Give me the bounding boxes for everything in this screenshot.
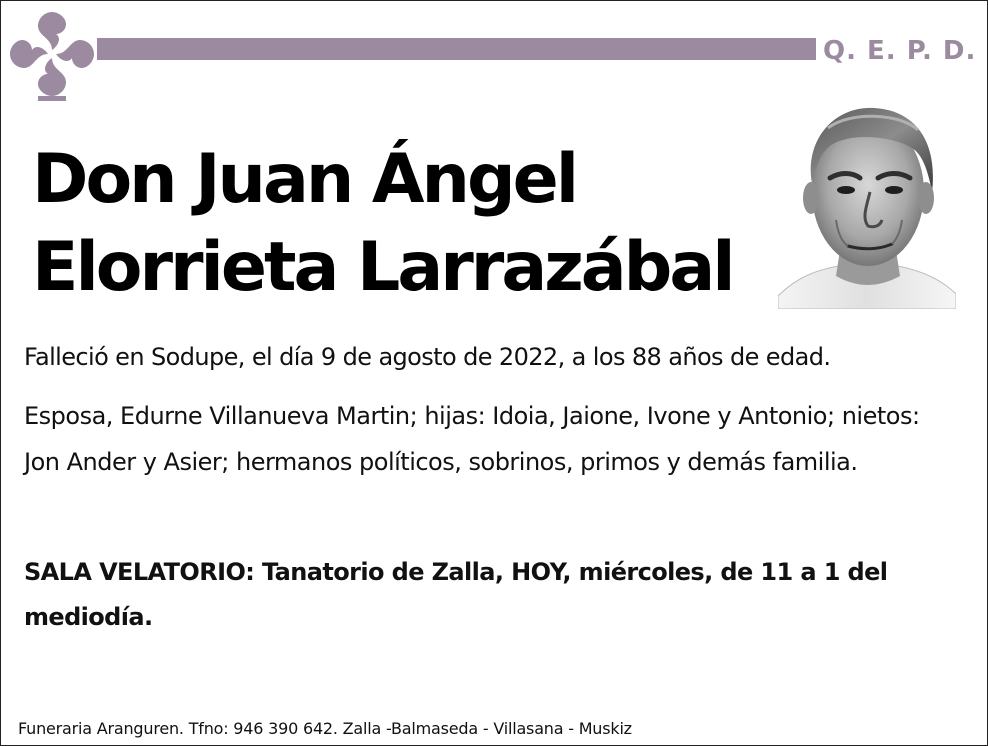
family-list: Esposa, Edurne Villanueva Martin; hijas: Idoia, Jaione, Ivone y Antonio; nietos: Jon Ander y Asier; hermanos políticos, sobrinos, primos y demás familia. xyxy=(24,402,920,476)
deceased-name xyxy=(32,136,772,312)
name-line-1: Don Juan Ángel xyxy=(32,140,577,219)
portrait-photo xyxy=(778,100,956,309)
wake-info: SALA VELATORIO: Tanatorio de Zalla, HOY, miércoles, de 11 a 1 del mediodía. xyxy=(24,558,888,631)
death-announcement: Falleció en Sodupe, el día 9 de agosto de 2022, a los 88 años de edad. xyxy=(24,343,831,371)
name-line-2: Elorrieta Larrazábal xyxy=(32,228,733,307)
qepd-label: Q. E. P. D. xyxy=(823,36,977,66)
lauburu-icon xyxy=(8,10,96,102)
header-bar xyxy=(97,38,816,60)
funeral-home-footer: Funeraria Aranguren. Tfno: 946 390 642. Zalla -Balmaseda - Villasana - Muskiz xyxy=(18,719,632,738)
